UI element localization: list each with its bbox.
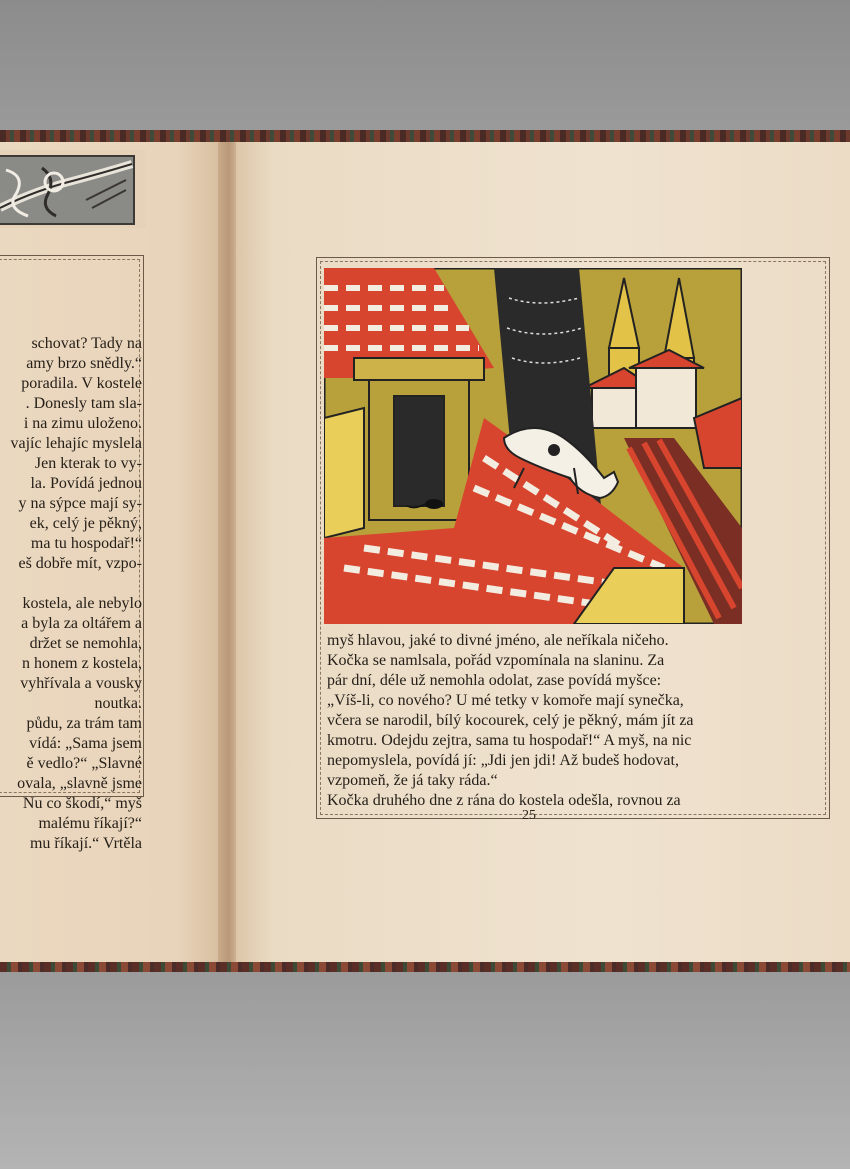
scan-background-top — [0, 0, 850, 132]
left-text-line: a byla za oltářem a — [21, 615, 142, 632]
right-text-line: Kočka se namlsala, pořád vzpomínala na slaninu. Za — [327, 652, 665, 669]
right-text-line: Kočka druhého dne z rána do kostela odešla, rovnou za — [327, 792, 681, 809]
page-number: 25 — [522, 808, 536, 823]
right-page — [236, 142, 850, 964]
right-text-line: vzpomeň, že já taky ráda.“ — [327, 772, 498, 789]
left-text-line: amy brzo snědly.“ — [26, 355, 142, 372]
left-text-line: vídá: „Sama jsem — [29, 735, 142, 752]
roof-cat-illustration-icon — [324, 268, 742, 624]
left-text-line: poradila. V kostele — [21, 375, 142, 392]
left-text-line: vajíc lehajíc myslela — [10, 435, 142, 452]
left-text-line: držet se nemohla, — [29, 635, 142, 652]
left-text-line: schovat? Tady na — [31, 335, 142, 352]
left-text-line: ě vedlo?“ „Slavné — [26, 755, 142, 772]
sabre-ornament-icon — [0, 150, 146, 228]
left-text-line: půdu, za trám tam — [26, 715, 142, 732]
left-text-line: ma tu hospodař!“ — [30, 535, 142, 552]
scan-background-bottom — [0, 972, 850, 1169]
left-text-line: . Donesly tam sla- — [25, 395, 142, 412]
left-text-line: mu říkají.“ Vrtěla — [29, 835, 142, 852]
left-text-line: eš dobře mít, vzpo- — [18, 555, 142, 572]
left-text-line: vyhřívala a vousky — [20, 675, 142, 692]
left-text-line: malému říkají?“ — [38, 815, 142, 832]
left-text-line: n honem z kostela, — [22, 655, 142, 672]
left-text-line: Nu co škodí,“ myš — [22, 795, 142, 812]
right-text-line: pár dní, déle už nemohla odolat, zase povídá myšce: — [327, 672, 662, 689]
right-text-line: nepomyslela, povídá jí: „Jdi jen jdi! Až budeš hodovat, — [327, 752, 679, 769]
left-text-line: ovala, „slavně jsme — [17, 775, 142, 792]
left-text-line: i na zimu uloženo. — [23, 415, 142, 432]
right-text-line: včera se narodil, bílý kocourek, celý je pěkný, mám jít za — [327, 712, 694, 729]
left-text-line: y na sýpce mají sy- — [18, 495, 142, 512]
left-text-line: Jen kterak to vy- — [34, 455, 142, 472]
left-page — [0, 142, 222, 964]
left-text-line: kostela, ale nebylo — [22, 595, 142, 612]
left-text-line: la. Povídá jednou — [30, 475, 142, 492]
right-text-line: „Víš-li, co nového? U mé tetky v komoře mají synečka, — [327, 692, 684, 709]
right-text-line: myš hlavou, jaké to divné jméno, ale neříkala ničeho. — [327, 632, 669, 649]
left-text-line: noutka. — [94, 695, 142, 712]
right-text-line: kmotru. Odejdu zejtra, sama tu hospodař!“ A myš, na nic — [327, 732, 692, 749]
left-text-line: ek, celý je pěkný, — [29, 515, 142, 532]
